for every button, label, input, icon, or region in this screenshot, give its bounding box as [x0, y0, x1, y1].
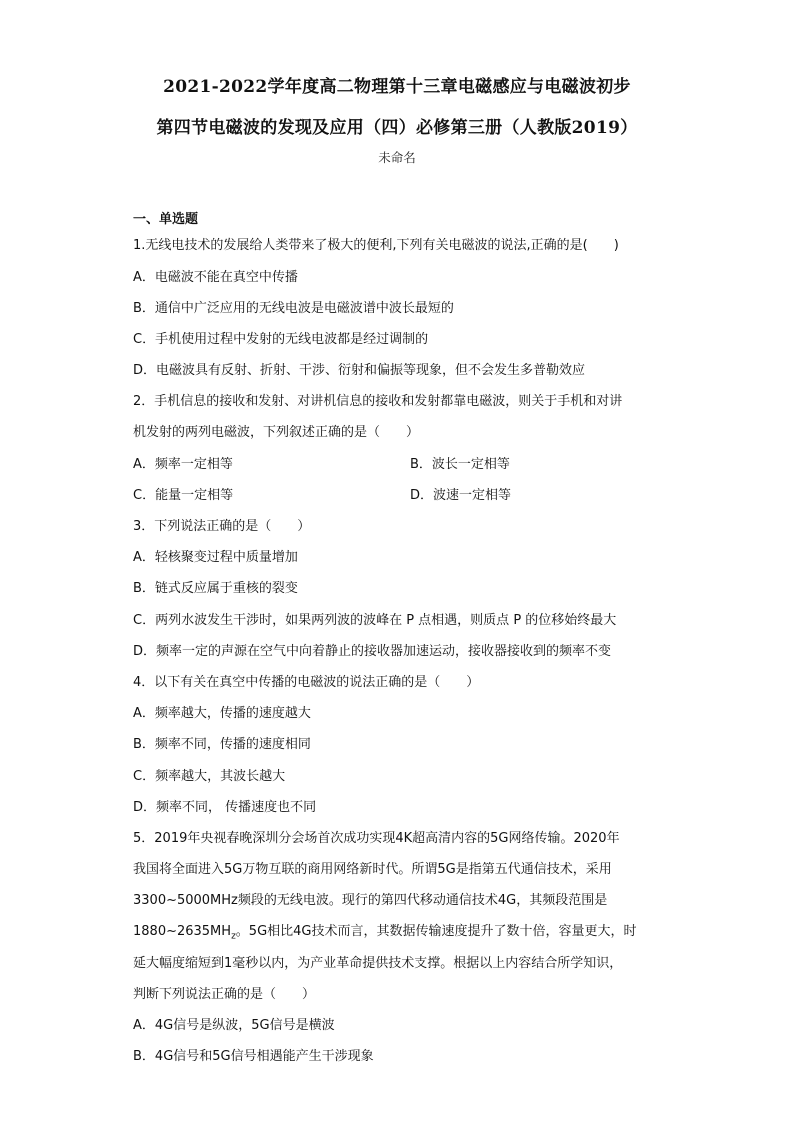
q5-line-4	[133, 920, 637, 942]
q5-line-6: 判断下列说法正确的是（ ）	[133, 987, 316, 1002]
q3-option-d: D．频率一定的声源在空气中向着静止的接收器加速运动，接收器接收到的频率不变	[133, 644, 612, 659]
q1-option-d: D．电磁波具有反射、折射、干涉、衍射和偏振等现象，但不会发生多普勒效应	[133, 363, 586, 378]
q5-line-2: 我国将全面进入5G万物互联的商用网络新时代。所谓5G是指第五代通信技术，采用	[133, 862, 612, 877]
q5-line-4-sub: z	[231, 931, 236, 942]
q4-option-d: D．频率不同， 传播速度也不同	[133, 800, 317, 815]
q1-option-b: B．通信中广泛应用的无线电波是电磁波谱中波长最短的	[133, 301, 454, 316]
q5-option-a: A．4G信号是纵波，5G信号是横波	[133, 1018, 335, 1033]
title-line-1: 2021-2022学年度高二物理第十三章电磁感应与电磁波初步	[163, 77, 631, 97]
q2-option-c: C．能量一定相等	[133, 488, 234, 503]
q4-option-a: A．频率越大，传播的速度越大	[133, 706, 311, 721]
q5-line-4-freq: 1880~2635MH	[133, 924, 232, 939]
q5-line-1: 5．2019年央视春晚深圳分会场首次成功实现4K超高清内容的5G网络传输。2020年	[133, 831, 620, 846]
q2-stem-line-2: 机发射的两列电磁波，下列叙述正确的是（ ）	[133, 425, 420, 440]
subtitle: 未命名	[378, 150, 416, 165]
q2-option-d: D．波速一定相等	[410, 488, 512, 503]
q5-line-5: 延大幅度缩短到1毫秒以内，为产业革命提供技术支撑。根据以上内容结合所学知识，	[133, 956, 623, 971]
q3-option-a: A．轻核聚变过程中质量增加	[133, 550, 298, 565]
q2-option-b: B．波长一定相等	[410, 457, 510, 472]
q5-line-3-text: 频段的无线电波。现行的第四代移动通信技术4G，其频段范围是	[237, 893, 608, 908]
q5-option-b: B．4G信号和5G信号相遇能产生干涉现象	[133, 1049, 374, 1064]
q2-option-a: A．频率一定相等	[133, 457, 233, 472]
q4-stem: 4．以下有关在真空中传播的电磁波的说法正确的是（ ）	[133, 675, 480, 690]
q5-line-3	[133, 889, 607, 908]
q3-stem: 3．下列说法正确的是（ ）	[133, 519, 311, 534]
q2-stem-line-1: 2．手机信息的接收和发射、对讲机信息的接收和发射都靠电磁波，则关于手机和对讲	[133, 394, 623, 409]
title-line-2: 第四节电磁波的发现及应用（四）必修第三册（人教版2019）	[156, 118, 638, 138]
q5-line-3-freq: 3300~5000MHz	[133, 893, 238, 908]
q1-option-c: C．手机使用过程中发射的无线电波都是经过调制的	[133, 332, 429, 347]
q1-stem: 1.无线电技术的发展给人类带来了极大的便利,下列有关电磁波的说法,正确的是( )	[133, 238, 619, 253]
section-heading: 一、单选题	[133, 212, 199, 227]
q4-option-b: B．频率不同，传播的速度相同	[133, 737, 311, 752]
q3-option-c: C．两列水波发生干涉时，如果两列波的波峰在 P 点相遇，则质点 P 的位移始终最大	[133, 613, 617, 628]
q4-option-c: C．频率越大，其波长越大	[133, 769, 286, 784]
q5-line-4-text: 。5G相比4G技术而言，其数据传输速度提升了数十倍，容量更大，时	[235, 924, 637, 939]
q1-option-a: A．电磁波不能在真空中传播	[133, 270, 298, 285]
q3-option-b: B．链式反应属于重核的裂变	[133, 581, 298, 596]
